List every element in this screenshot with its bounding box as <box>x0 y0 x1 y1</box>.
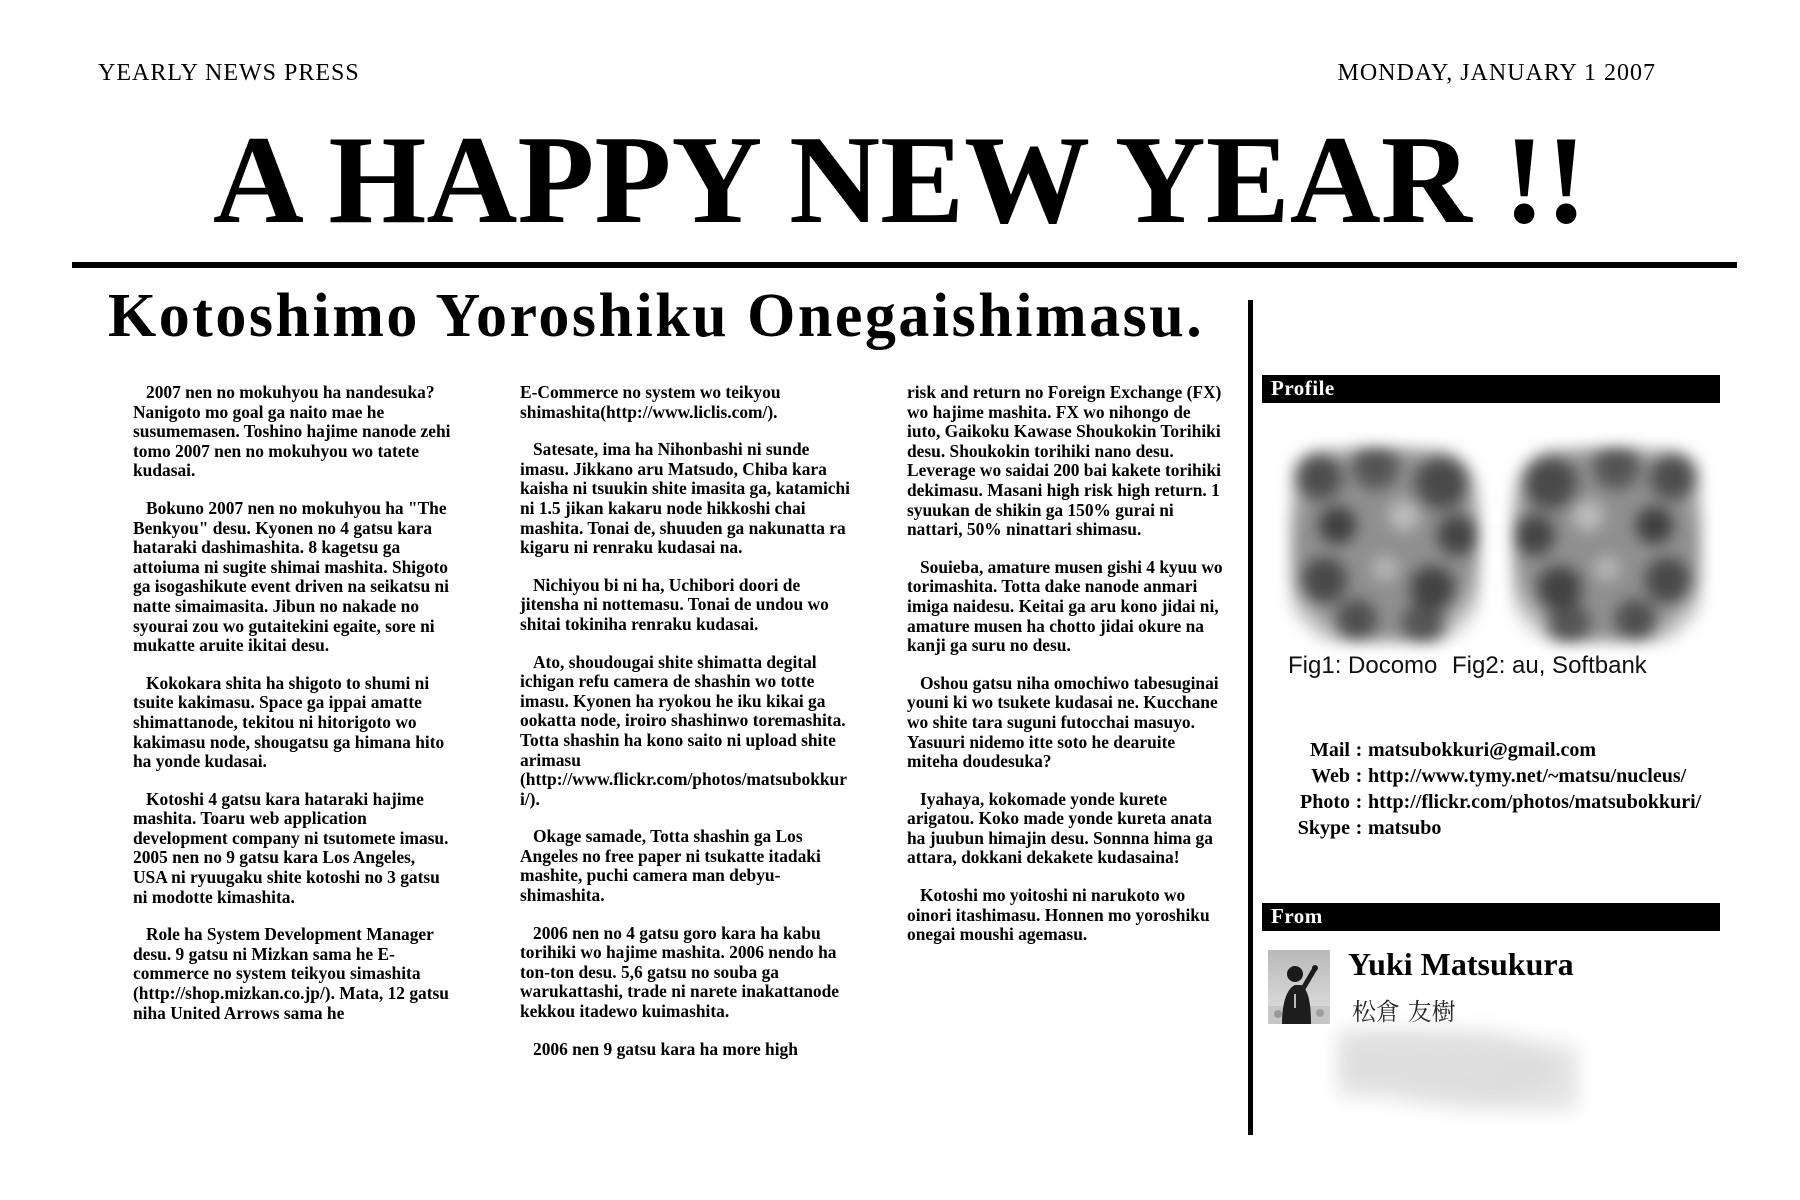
contact-label: Web <box>1311 765 1350 787</box>
contact-separator: : <box>1355 817 1363 839</box>
body-column-1 <box>133 383 451 1041</box>
contact-label: Mail <box>1310 739 1350 761</box>
sidebar-divider <box>1248 300 1253 1135</box>
paragraph: Iyahaya, kokomade yonde kurete arigatou. Koko made yonde kureta anata ha juubun himajin desu. Sonnna hima ga attara, dokkani dekakete kudasaina! <box>907 788 1213 868</box>
paragraph: Role ha System Development Manager desu. 9 gatsu ni Mizkan sama he E-commerce no system teikyou simashita (http://shop.mizkan.co.jp/). Mata, 12 gatsu niha United Arrows sama he <box>133 924 449 1023</box>
contact-label: Photo <box>1300 791 1350 813</box>
contact-separator: : <box>1355 765 1363 787</box>
contact-value: http://flickr.com/photos/matsubokkuri/ <box>1368 791 1702 813</box>
profile-section-title: Profile <box>1271 376 1335 400</box>
header-rule <box>72 262 1737 268</box>
subheadline: Kotoshimo Yoroshiku Onegaishimasu. <box>108 282 1205 350</box>
paragraph: Bokuno 2007 nen no mokuhyou ha "The Benkyou" desu. Kyonen no 4 gatsu kara hataraki dashimashita. 8 kagetsu ga attoiuma ni sugite shimai mashita. Shigoto ga isogashikute event driven na seikatsu ni natte simaimasita. Jibun no nakade no syourai zou wo gutaitekini egaite, sore ni mukatte aruite ikitai desu. <box>133 497 449 656</box>
fig1-caption: Fig1: Docomo <box>1288 652 1438 679</box>
body-column-2 <box>520 383 850 1077</box>
author-name-japanese: 松倉 友樹 <box>1352 998 1456 1026</box>
masthead-title: YEARLY NEWS PRESS <box>98 60 360 86</box>
contact-value: matsubo <box>1368 817 1442 839</box>
from-section-title: From <box>1271 904 1323 928</box>
contact-row <box>1262 789 1701 815</box>
body-column-3 <box>907 383 1227 963</box>
paragraph: Ato, shoudougai shite shimatta degital ichigan refu camera de shashin wo totte imasu. Kyonen ha ryokou he iku kikai ga ookatta node, iroiro shashinwo toremashita. Totta shashin ha kono saito ni upload shite arimasu (http://www.flickr.com/photos/matsubokkuri/). <box>520 651 847 809</box>
from-section-header <box>1262 903 1720 931</box>
contact-value: http://www.tymy.net/~matsu/nucleus/ <box>1368 765 1687 787</box>
paragraph: Satesate, ima ha Nihonbashi ni sunde imasu. Jikkano aru Matsudo, Chiba kara kaisha ni tsuukin shite imasita ga, katamichi ni 1.5 jikan kakaru node hikkoshi chai mashita. Tonai de, shuuden ga nakunatta ra kigaru ni renraku kudasai na. <box>520 439 851 558</box>
contact-value: matsubokkuri@gmail.com <box>1368 739 1597 761</box>
paragraph: Oshou gatsu niha omochiwo tabesuginai youni ki wo tsukete kudasai ne. Kucchane wo shite tara suguni futocchai masuyo. Yasuuri nidemo itte soto he dearuite miteha doudesuka? <box>907 672 1219 772</box>
qr-code-au-softbank-image <box>1512 447 1702 643</box>
paragraph: Souieba, amature musen gishi 4 kyuu wo torimashita. Totta dake nanode anmari imiga naidesu. Keitai ga aru kono jidai ni, amature musen ha chotto jidai okure na kanji ga suru no desu. <box>907 556 1223 656</box>
contact-row <box>1262 737 1701 763</box>
signature-blurred <box>1338 1026 1578 1112</box>
paragraph: Kotoshi 4 gatsu kara hataraki hajime mashita. Toaru web application development company ni tsutomete imasu. 2005 nen no 9 gatsu kara Los Angeles, USA ni ryuugaku shite kotoshi no 3 gatsu ni modotte kimashita. <box>133 788 449 907</box>
paragraph: 2006 nen 9 gatsu kara ha more high <box>533 1038 798 1059</box>
paragraph: Kotoshi mo yoitoshi ni narukoto wo oinori itashimasu. Honnen mo yoroshiku onegai moushi agemasu. <box>907 885 1210 945</box>
fig2-caption: Fig2: au, Softbank <box>1452 652 1647 679</box>
paragraph: Kokokara shita ha shigoto to shumi ni tsuite kakimasu. Space ga ippai amatte shimattanode, tekitou ni hitorigoto wo kakimasu node, shougatsu ga himana hito ha yonde kudasai. <box>133 672 445 772</box>
author-name: Yuki Matsukura <box>1348 946 1574 982</box>
contact-list <box>1262 737 1701 841</box>
contact-row <box>1262 815 1701 841</box>
qr-code-docomo-image <box>1290 447 1480 643</box>
contact-separator: : <box>1355 739 1363 761</box>
paragraph: Nichiyou bi ni ha, Uchibori doori de jitensha ni nottemasu. Tonai de undou wo shitai tokiniha renraku kudasai. <box>520 574 829 634</box>
paragraph: E-Commerce no system wo teikyou shimashita(http://www.liclis.com/). <box>520 382 781 422</box>
paragraph: 2006 nen no 4 gatsu goro kara ha kabu torihiki wo hajime mashita. 2006 nendo ha ton-ton desu. 5,6 gatsu no souba ga warukattashi, trade ni narete inakattanode kekkou itadewo kuimashita. <box>520 922 840 1022</box>
paragraph: risk and return no Foreign Exchange (FX) wo hajime mashita. FX wo nihongo de iuto, Gaikoku Kawase Shoukokin Torihiki desu. Shoukokin torihiki nano desu. Leverage wo saidai 200 bai kakete torihiki dekimasu. Masani high risk high return. 1 syuukan de shikin ga 150% gurai ni nattari, 50% ninattari shimasu. <box>907 382 1222 540</box>
contact-label: Skype <box>1297 817 1350 839</box>
paragraph: Okage samade, Totta shashin ga Los Angeles no free paper ni tsukatte itadaki mashite, puchi camera man debyu- shimashita. <box>520 826 821 906</box>
headline: A HAPPY NEW YEAR !! <box>212 111 1588 250</box>
author-photo <box>1268 950 1330 1024</box>
contact-row <box>1262 763 1701 789</box>
contact-separator: : <box>1355 791 1363 813</box>
paragraph: 2007 nen no mokuhyou ha nandesuka? Nanigoto mo goal ga naito mae he susumemasen. Toshino hajime nanode zehi tomo 2007 nen no mokuhyou wo tatete kudasai. <box>133 382 451 481</box>
profile-section-header <box>1262 375 1720 403</box>
masthead-date: MONDAY, JANUARY 1 2007 <box>1337 60 1656 86</box>
